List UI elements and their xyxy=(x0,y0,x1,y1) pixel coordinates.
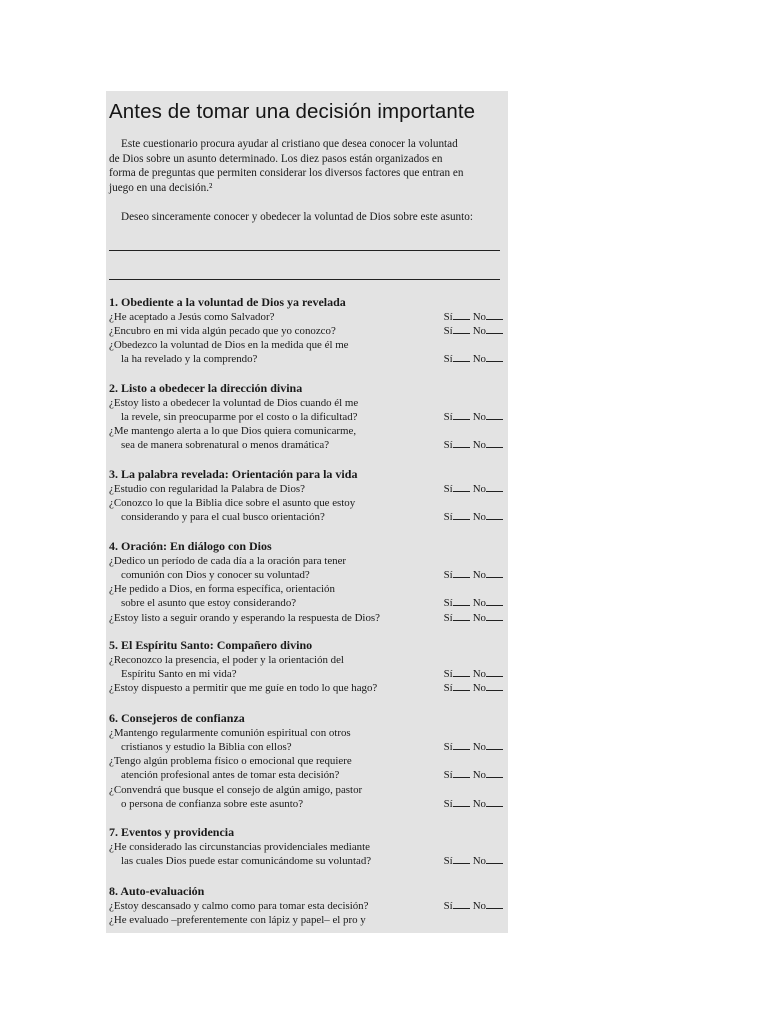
no-label: No xyxy=(472,667,486,680)
question-line xyxy=(109,783,505,797)
yes-label: Sí xyxy=(443,353,453,366)
question-line xyxy=(109,726,505,740)
question-line xyxy=(109,352,505,366)
yes-no-answer xyxy=(444,324,503,338)
no-blank[interactable] xyxy=(486,740,503,750)
question-section xyxy=(109,467,505,524)
yes-no-answer xyxy=(444,611,503,625)
question-section xyxy=(109,711,505,811)
intro-line: forma de preguntas que permiten considerar los diversos factores que entran en xyxy=(109,167,464,180)
intro-paragraph xyxy=(109,137,505,195)
yes-blank[interactable] xyxy=(453,482,470,492)
question-line xyxy=(109,554,505,568)
question-line xyxy=(109,740,505,754)
intro-line: juego en una decisión.² xyxy=(109,181,213,194)
question-line xyxy=(109,582,505,596)
question-text: o persona de confianza sobre este asunto? xyxy=(121,797,304,810)
question-text: ¿Estoy listo a seguir orando y esperando la respuesta de Dios? xyxy=(109,611,380,624)
yes-no-answer xyxy=(444,438,503,452)
no-label: No xyxy=(472,482,486,495)
yes-no-answer xyxy=(444,899,503,913)
question-text: ¿Conozco lo que la Biblia dice sobre el asunto que estoy xyxy=(109,496,356,509)
no-label: No xyxy=(472,682,486,695)
question-line xyxy=(109,410,505,424)
question-text: ¿Estudio con regularidad la Palabra de Dios? xyxy=(109,482,305,495)
no-label: No xyxy=(472,439,486,452)
no-label: No xyxy=(472,740,486,753)
question-line xyxy=(109,667,505,681)
question-text: atención profesional antes de tomar esta decisión? xyxy=(121,769,340,782)
question-text: la revele, sin preocuparme por el costo o la dificultad? xyxy=(121,410,358,423)
yes-no-answer xyxy=(444,681,503,695)
intro-line: Este cuestionario procura ayudar al cristiano que desea conocer la voluntad xyxy=(121,138,458,150)
no-label: No xyxy=(472,410,486,423)
no-blank[interactable] xyxy=(486,611,503,621)
yes-blank[interactable] xyxy=(453,768,470,778)
question-text: ¿He aceptado a Jesús como Salvador? xyxy=(109,310,275,323)
question-line xyxy=(109,324,505,338)
question-text: ¿Me mantengo alerta a lo que Dios quiera comunicarme, xyxy=(109,425,357,438)
yes-blank[interactable] xyxy=(453,681,470,691)
question-line xyxy=(109,611,505,625)
no-label: No xyxy=(472,797,486,810)
no-blank[interactable] xyxy=(486,854,503,864)
yes-label: Sí xyxy=(443,439,453,452)
no-blank[interactable] xyxy=(486,797,503,807)
question-line xyxy=(109,596,505,610)
yes-blank[interactable] xyxy=(453,611,470,621)
yes-label: Sí xyxy=(443,682,453,695)
section-heading: 6. Consejeros de confianza xyxy=(109,711,245,725)
question-text: sobre el asunto que estoy considerando? xyxy=(121,597,297,610)
question-line xyxy=(109,438,505,452)
no-blank[interactable] xyxy=(486,410,503,420)
yes-label: Sí xyxy=(443,482,453,495)
no-blank[interactable] xyxy=(486,568,503,578)
question-line xyxy=(109,510,505,524)
question-line xyxy=(109,754,505,768)
no-blank[interactable] xyxy=(486,438,503,448)
question-line xyxy=(109,913,505,927)
no-label: No xyxy=(472,353,486,366)
yes-no-answer xyxy=(444,510,503,524)
yes-no-answer xyxy=(444,768,503,782)
yes-blank[interactable] xyxy=(453,352,470,362)
no-label: No xyxy=(472,324,486,337)
no-blank[interactable] xyxy=(486,482,503,492)
question-line xyxy=(109,496,505,510)
yes-label: Sí xyxy=(443,324,453,337)
question-text: sea de manera sobrenatural o menos dramática? xyxy=(121,439,330,452)
no-blank[interactable] xyxy=(486,768,503,778)
yes-no-answer xyxy=(444,410,503,424)
question-text: ¿Mantengo regularmente comunión espiritual con otros xyxy=(109,726,351,739)
question-section xyxy=(109,884,505,927)
yes-no-answer xyxy=(444,568,503,582)
no-label: No xyxy=(472,899,486,912)
yes-no-answer xyxy=(444,310,503,324)
yes-no-answer xyxy=(444,854,503,868)
question-text: ¿Reconozco la presencia, el poder y la orientación del xyxy=(109,653,344,666)
answer-line-1[interactable] xyxy=(109,250,500,251)
no-blank[interactable] xyxy=(486,510,503,520)
yes-no-answer xyxy=(444,596,503,610)
desire-statement: Deseo sinceramente conocer y obedecer la voluntad de Dios sobre este asunto: xyxy=(121,211,473,223)
yes-no-answer xyxy=(444,667,503,681)
yes-no-answer xyxy=(444,797,503,811)
no-blank[interactable] xyxy=(486,899,503,909)
no-blank[interactable] xyxy=(486,667,503,677)
question-line xyxy=(109,840,505,854)
section-heading: 2. Listo a obedecer la dirección divina xyxy=(109,381,303,395)
question-line xyxy=(109,482,505,496)
question-text: la ha revelado y la comprendo? xyxy=(121,353,258,366)
yes-blank[interactable] xyxy=(453,568,470,578)
question-text: ¿Tengo algún problema físico o emocional que requiere xyxy=(109,755,352,768)
question-text: considerando y para el cual busco orientación? xyxy=(121,511,325,524)
question-section xyxy=(109,638,505,695)
yes-blank[interactable] xyxy=(453,310,470,320)
page-title: Antes de tomar una decisión importante xyxy=(109,100,476,123)
question-section xyxy=(109,295,505,367)
question-text: ¿He pedido a Dios, en forma específica, orientación xyxy=(109,583,335,596)
yes-blank[interactable] xyxy=(453,667,470,677)
question-line xyxy=(109,424,505,438)
question-line xyxy=(109,568,505,582)
yes-label: Sí xyxy=(443,899,453,912)
question-section xyxy=(109,825,505,868)
question-text: Espíritu Santo en mi vida? xyxy=(121,667,237,680)
question-line xyxy=(109,653,505,667)
answer-line-2[interactable] xyxy=(109,279,500,280)
yes-blank[interactable] xyxy=(453,324,470,334)
yes-label: Sí xyxy=(443,854,453,867)
question-text: ¿Dedico un período de cada día a la oración para tener xyxy=(109,554,347,567)
yes-label: Sí xyxy=(443,769,453,782)
no-label: No xyxy=(472,611,486,624)
no-label: No xyxy=(472,597,486,610)
section-heading: 5. El Espíritu Santo: Compañero divino xyxy=(109,638,313,652)
no-label: No xyxy=(472,310,486,323)
question-section xyxy=(109,381,505,453)
yes-blank[interactable] xyxy=(453,854,470,864)
question-text: ¿Obedezco la voluntad de Dios en la medida que él me xyxy=(109,339,349,352)
question-line xyxy=(109,681,505,695)
no-blank[interactable] xyxy=(486,352,503,362)
no-blank[interactable] xyxy=(486,596,503,606)
yes-blank[interactable] xyxy=(453,899,470,909)
no-label: No xyxy=(472,511,486,524)
no-blank[interactable] xyxy=(486,324,503,334)
section-heading: 7. Eventos y providencia xyxy=(109,825,235,839)
question-text: ¿Estoy listo a obedecer la voluntad de Dios cuando él me xyxy=(109,396,359,409)
question-section xyxy=(109,539,505,625)
yes-blank[interactable] xyxy=(453,797,470,807)
question-line xyxy=(109,854,505,868)
yes-label: Sí xyxy=(443,611,453,624)
question-text: ¿Encubro en mi vida algún pecado que yo conozco? xyxy=(109,324,336,337)
yes-blank[interactable] xyxy=(453,510,470,520)
yes-label: Sí xyxy=(443,667,453,680)
question-text: cristianos y estudio la Biblia con ellos? xyxy=(121,740,292,753)
question-text: ¿Estoy descansado y calmo como para tomar esta decisión? xyxy=(109,899,369,912)
no-label: No xyxy=(472,854,486,867)
section-heading: 3. La palabra revelada: Orientación para la vida xyxy=(109,467,358,481)
intro-line: de Dios sobre un asunto determinado. Los diez pasos están organizados en xyxy=(109,152,443,165)
section-heading: 4. Oración: En diálogo con Dios xyxy=(109,539,272,553)
yes-no-answer xyxy=(444,352,503,366)
yes-no-answer xyxy=(444,740,503,754)
no-blank[interactable] xyxy=(486,681,503,691)
question-line xyxy=(109,899,505,913)
yes-label: Sí xyxy=(443,410,453,423)
questionnaire-page xyxy=(106,91,508,933)
question-text: comunión con Dios y conocer su voluntad? xyxy=(121,568,310,581)
question-text: las cuales Dios puede estar comunicándome su voluntad? xyxy=(121,854,372,867)
yes-label: Sí xyxy=(443,310,453,323)
yes-blank[interactable] xyxy=(453,596,470,606)
yes-blank[interactable] xyxy=(453,438,470,448)
section-heading: 1. Obediente a la voluntad de Dios ya revelada xyxy=(109,295,346,309)
yes-blank[interactable] xyxy=(453,740,470,750)
yes-no-answer xyxy=(444,482,503,496)
question-line xyxy=(109,396,505,410)
question-line xyxy=(109,338,505,352)
question-text: ¿He evaluado –preferentemente con lápiz y papel– el pro y xyxy=(109,913,366,926)
no-label: No xyxy=(472,769,486,782)
yes-label: Sí xyxy=(443,740,453,753)
yes-label: Sí xyxy=(443,568,453,581)
section-heading: 8. Auto-evaluación xyxy=(109,884,205,898)
yes-label: Sí xyxy=(443,797,453,810)
question-text: ¿He considerado las circunstancias providenciales mediante xyxy=(109,840,370,853)
yes-label: Sí xyxy=(443,511,453,524)
question-line xyxy=(109,797,505,811)
question-text: ¿Estoy dispuesto a permitir que me guíe en todo lo que hago? xyxy=(109,682,378,695)
no-label: No xyxy=(472,568,486,581)
yes-label: Sí xyxy=(443,597,453,610)
no-blank[interactable] xyxy=(486,310,503,320)
question-line xyxy=(109,310,505,324)
question-line xyxy=(109,768,505,782)
yes-blank[interactable] xyxy=(453,410,470,420)
question-text: ¿Convendrá que busque el consejo de algún amigo, pastor xyxy=(109,783,363,796)
